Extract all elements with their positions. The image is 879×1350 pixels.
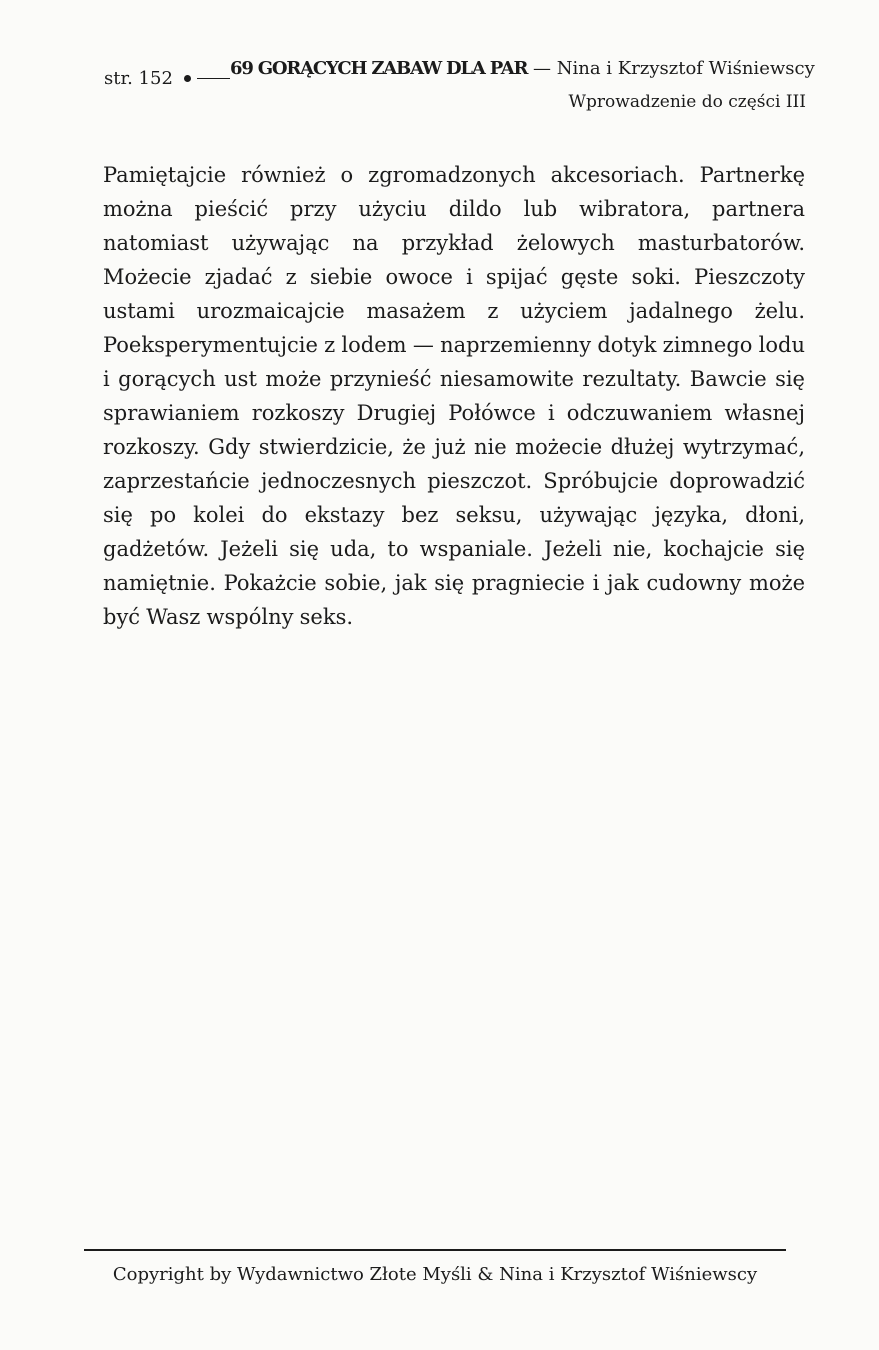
authors: Nina i Krzysztof Wiśniewscy [556, 58, 815, 79]
book-title-name: 69 GORĄCYCH ZABAW DLA PAR [230, 58, 528, 79]
book-title [230, 58, 821, 79]
bullet-icon [184, 75, 191, 82]
copyright-footer: Copyright by Wydawnictwo Złote Myśli & Nina i Krzysztof Wiśniewscy [112, 1264, 758, 1285]
footer-rule [84, 1249, 786, 1251]
page-number: str. 152 [104, 68, 173, 89]
body-paragraph: Pamiętajcie również o zgromadzonych akcesoriach. Partnerkę można pieścić przy użyciu dildo lub wibratora, partnera natomiast używając na przykład żelowych masturbatorów. Możecie zjadać z siebie owoce i spijać gęste soki. Pieszczoty ustami urozmaicajcie masażem z użyciem jadalnego żelu. Poeksperymentujcie z lodem — naprzemienny dotyk zimnego lodu i gorących ust może przynieść niesamowite rezultaty. Bawcie się sprawianiem rozkoszy Drugiej Połówce i odczuwaniem własnej rozkoszy. Gdy stwierdzicie, że już nie możecie dłużej wytrzymać, zaprzestańcie jednoczesnych pieszczot. Spróbujcie doprowadzić się po kolei do ekstazy bez seksu, używając języka, dłoni, gadżetów. Jeżeli się uda, to wspaniale. Jeżeli nie, kochajcie się namiętnie. Pokażcie sobie, jak się pragniecie i jak cudowny może być Wasz wspólny seks. [103, 163, 805, 629]
running-header [104, 58, 815, 89]
title-separator: — [533, 58, 552, 79]
section-title: Wprowadzenie do części III [568, 92, 806, 112]
